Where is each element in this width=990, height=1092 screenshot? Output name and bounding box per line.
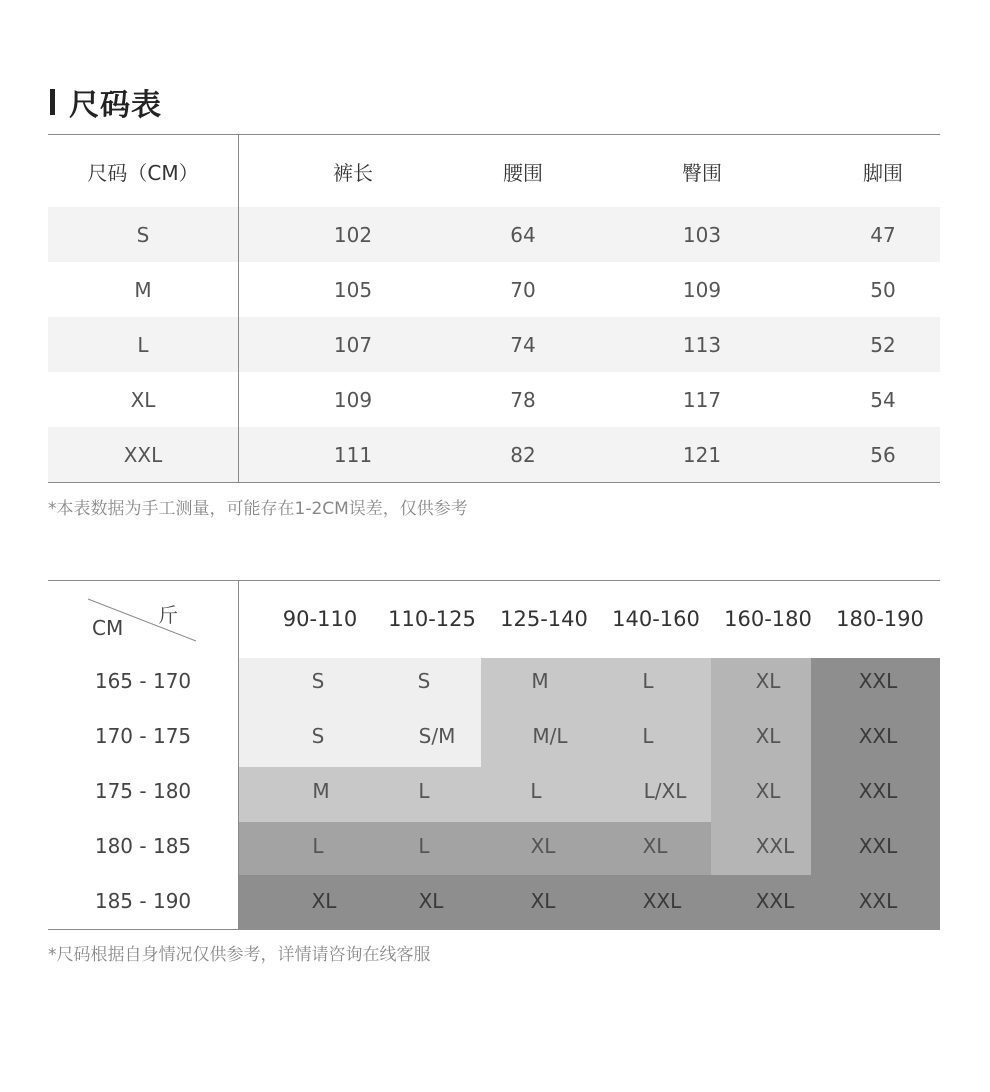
cell-length: 105 bbox=[333, 277, 373, 302]
table-row bbox=[48, 262, 940, 317]
table-row bbox=[48, 372, 940, 427]
size-cell: XXL bbox=[858, 668, 898, 693]
size-cell: XL bbox=[642, 833, 668, 858]
header-hip: 臀围 bbox=[682, 160, 722, 185]
cell-hip: 109 bbox=[682, 277, 722, 302]
weight-header: 125-140 bbox=[500, 607, 588, 631]
size-cell: XXL bbox=[755, 888, 795, 913]
cell-leg-opening: 50 bbox=[870, 277, 896, 302]
cell-length: 111 bbox=[333, 442, 373, 467]
size-cell: S bbox=[417, 668, 431, 693]
cell-hip: 113 bbox=[682, 332, 722, 357]
height-row-label: 175 - 180 bbox=[94, 778, 192, 803]
size-cell: XXL bbox=[858, 888, 898, 913]
measurement-note: *本表数据为手工测量，可能存在1-2CM误差，仅供参考 bbox=[48, 499, 468, 519]
weight-header: 110-125 bbox=[388, 607, 476, 631]
recommendation-note: *尺码根据自身情况仅供参考，详情请咨询在线客服 bbox=[48, 945, 431, 965]
height-row-label: 185 - 190 bbox=[94, 888, 192, 913]
weight-header: 180-190 bbox=[836, 607, 924, 631]
size-cell: XL bbox=[530, 833, 556, 858]
measurement-table bbox=[48, 134, 940, 483]
size-cell: S/M bbox=[418, 723, 456, 748]
cell-hip: 117 bbox=[682, 387, 722, 412]
size-cell: XL bbox=[755, 668, 781, 693]
size-cell: XXL bbox=[642, 888, 682, 913]
size-recommendation-table bbox=[48, 580, 940, 930]
table-row bbox=[48, 317, 940, 372]
cell-size: XXL bbox=[123, 442, 163, 467]
size-cell: L/XL bbox=[643, 778, 687, 803]
cell-size: S bbox=[136, 222, 150, 247]
height-row-label: 180 - 185 bbox=[94, 833, 192, 858]
title-accent-bar bbox=[50, 89, 55, 115]
size-cell: XXL bbox=[858, 778, 898, 803]
size-cell: XL bbox=[418, 888, 444, 913]
table-row bbox=[48, 427, 940, 482]
header-length: 裤长 bbox=[333, 160, 373, 185]
size-cell: L bbox=[418, 833, 430, 858]
header-waist: 腰围 bbox=[503, 160, 543, 185]
size-cell: M bbox=[531, 668, 549, 693]
page-title: 尺码表 bbox=[69, 88, 162, 123]
size-cell: M bbox=[312, 778, 330, 803]
size-cell: L bbox=[642, 668, 654, 693]
table-divider bbox=[238, 135, 239, 482]
cell-waist: 78 bbox=[510, 387, 536, 412]
size-cell: L bbox=[312, 833, 324, 858]
cell-hip: 103 bbox=[682, 222, 722, 247]
cell-length: 102 bbox=[333, 222, 373, 247]
corner-height-label: CM bbox=[92, 616, 124, 640]
size-cell: XXL bbox=[858, 723, 898, 748]
size-cell: XL bbox=[755, 778, 781, 803]
corner-weight-label: 斤 bbox=[158, 603, 178, 627]
cell-waist: 70 bbox=[510, 277, 536, 302]
height-row-label: 170 - 175 bbox=[94, 723, 192, 748]
cell-length: 109 bbox=[333, 387, 373, 412]
cell-waist: 74 bbox=[510, 332, 536, 357]
cell-size: XL bbox=[130, 387, 156, 412]
size-cell: XXL bbox=[858, 833, 898, 858]
size-cell: S bbox=[311, 668, 325, 693]
size-cell: M/L bbox=[532, 723, 568, 748]
cell-leg-opening: 54 bbox=[870, 387, 896, 412]
weight-header: 90-110 bbox=[282, 607, 358, 631]
size-cell: XXL bbox=[755, 833, 795, 858]
cell-hip: 121 bbox=[682, 442, 722, 467]
weight-header: 140-160 bbox=[612, 607, 700, 631]
size-cell: XL bbox=[530, 888, 556, 913]
size-cell: XL bbox=[755, 723, 781, 748]
size-cell: S bbox=[311, 723, 325, 748]
cell-waist: 64 bbox=[510, 222, 536, 247]
cell-size: M bbox=[134, 277, 152, 302]
size-cell: XL bbox=[311, 888, 337, 913]
size-cell: L bbox=[530, 778, 542, 803]
corner-header bbox=[48, 581, 238, 657]
cell-leg-opening: 52 bbox=[870, 332, 896, 357]
header-size: 尺码（CM） bbox=[87, 160, 199, 185]
header-leg-opening: 脚围 bbox=[863, 160, 903, 185]
table-header-row bbox=[48, 135, 940, 207]
cell-size: L bbox=[137, 332, 149, 357]
size-cell: L bbox=[642, 723, 654, 748]
cell-length: 107 bbox=[333, 332, 373, 357]
section-title bbox=[50, 84, 162, 123]
cell-leg-opening: 56 bbox=[870, 442, 896, 467]
weight-header: 160-180 bbox=[724, 607, 812, 631]
diagonal-divider-icon bbox=[48, 581, 238, 657]
cell-leg-opening: 47 bbox=[870, 222, 896, 247]
size-cell: L bbox=[418, 778, 430, 803]
table-row bbox=[48, 207, 940, 262]
cell-waist: 82 bbox=[510, 442, 536, 467]
height-row-label: 165 - 170 bbox=[94, 668, 192, 693]
table-divider bbox=[238, 581, 239, 929]
